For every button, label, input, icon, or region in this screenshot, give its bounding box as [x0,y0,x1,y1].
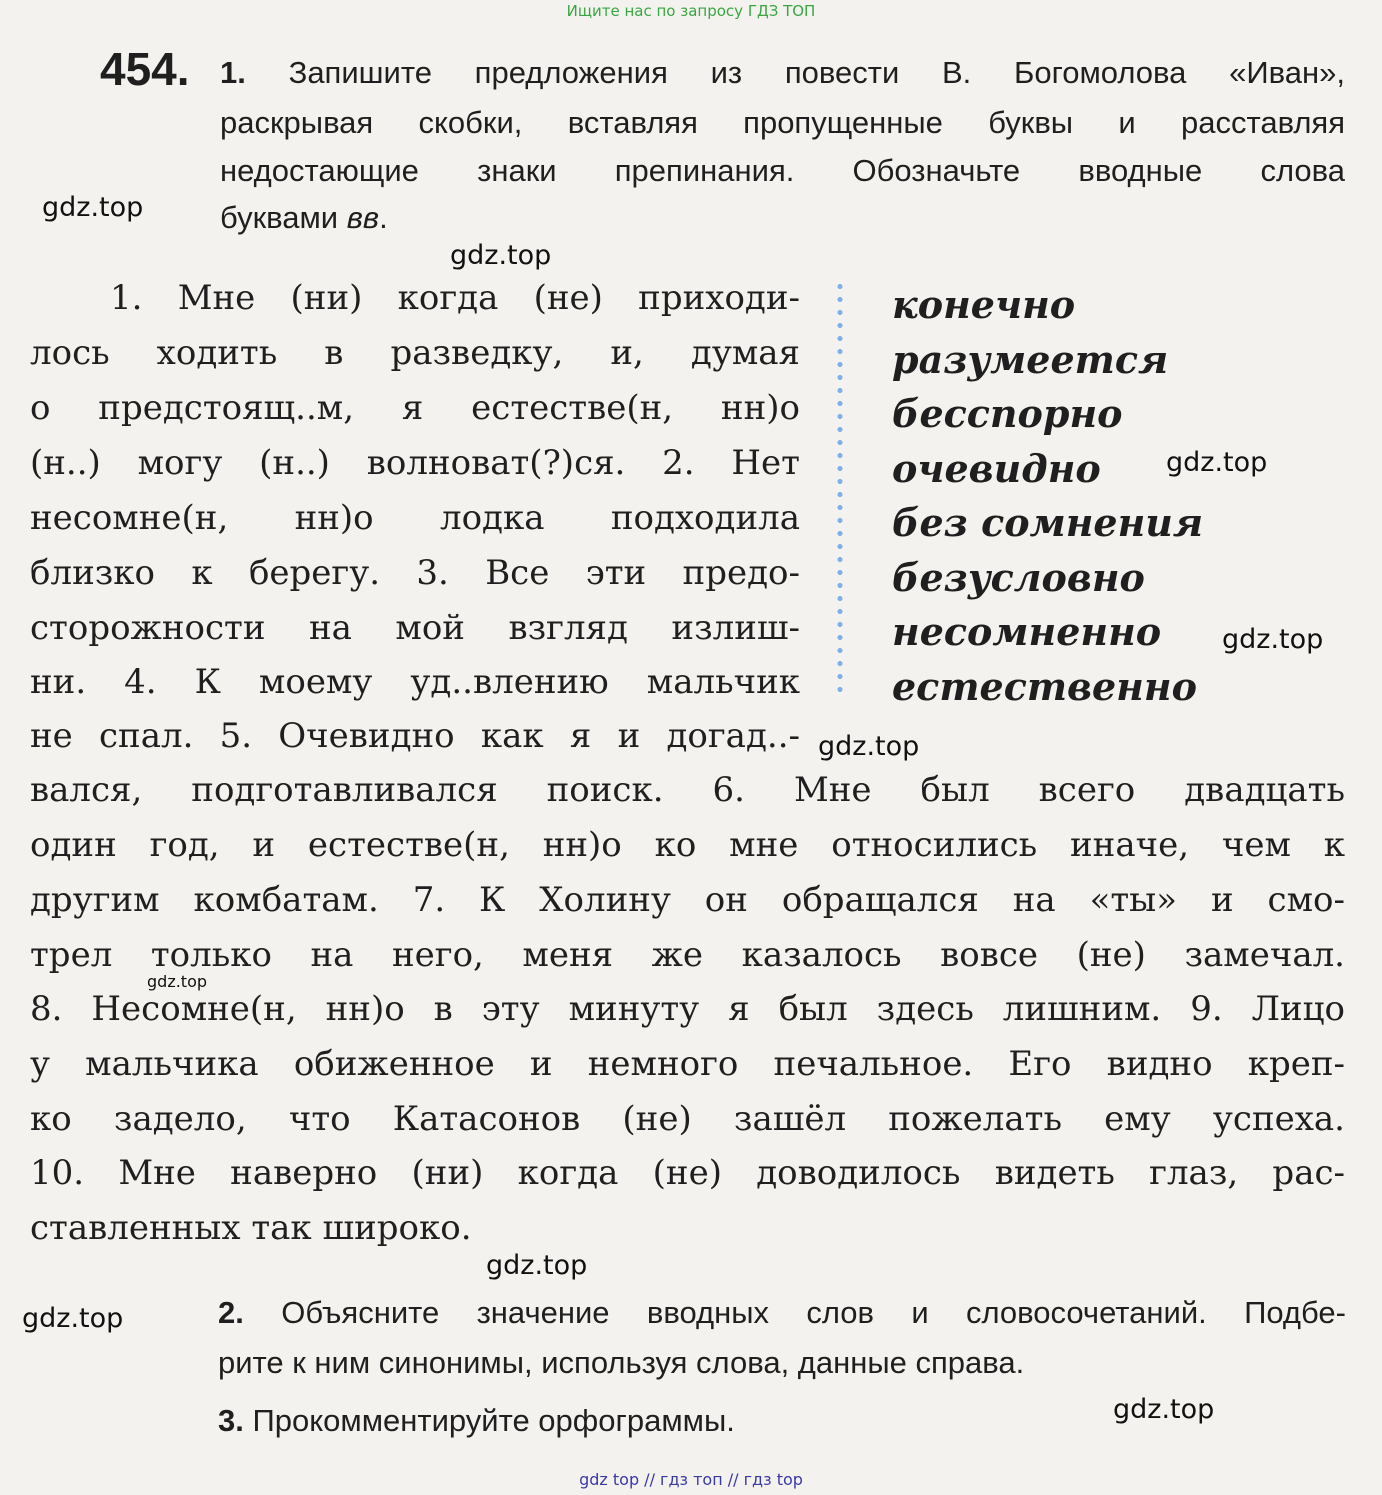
task1-line-1 [220,55,1345,91]
text-line: вался, подготавливался поиск. 6. Мне был всего двадцать [30,770,1345,810]
exercise-number: 454. [100,43,190,95]
synonym-item: безусловно [892,554,1145,600]
task1-label: 1. [220,55,246,90]
task1-text: Запишите предложения из повести В. Богомолова «Иван», [288,55,1345,90]
text-line: несомне(н, нн)о лодка подходила [30,498,800,538]
task1-line-4 [220,200,388,236]
task1-line-3: недостающие знаки препинания. Обозначьте вводные слова [220,153,1345,188]
task1-line-2: раскрывая скобки, вставляя пропущенные буквы и расставляя [220,105,1345,140]
task2-line-2: рите к ним синонимы, используя слова, данные справа. [218,1345,1025,1380]
watermark: gdz.top [22,1303,124,1334]
synonym-item: очевидно [892,445,1101,491]
text-line: ни. 4. К моему уд..влению мальчик [30,662,800,702]
synonym-item: естественно [892,663,1197,709]
watermark: gdz.top [42,192,144,223]
text-line: один год, и естестве(н, нн)о ко мне относились иначе, чем к [30,825,1345,865]
text-line: 8. Несомне(н, нн)о в эту минуту я был здесь лишним. 9. Лицо [30,989,1345,1029]
dotted-divider [837,280,843,700]
text-line: у мальчика обиженное и немного печальное. Его видно креп- [30,1044,1345,1084]
bottom-banner: gdz top // гдз топ // гдз top [579,1470,803,1489]
task3-label: 3. [218,1403,244,1438]
task2-label: 2. [218,1295,244,1330]
watermark: gdz.top [818,731,920,762]
watermark: gdz.top [1113,1394,1215,1425]
watermark: gdz.top [1166,447,1268,478]
watermark: gdz.top [486,1250,588,1281]
text-line: ко задело, что Катасонов (не) зашёл пожелать ему успеха. [30,1099,1345,1139]
text-line: о предстоящ..м, я естестве(н, нн)о [30,388,800,428]
synonym-item: бесспорно [892,391,1123,436]
task3-line [218,1403,735,1439]
text-line: лось ходить в разведку, и, думая [30,333,800,373]
synonyms-list [892,278,1203,714]
text-line: не спал. 5. Очевидно как я и догад..- [30,716,800,756]
task1-last-suffix: . [379,200,388,235]
synonym-item: без сомнения [892,500,1204,545]
task1-last-italic: вв [346,200,380,235]
task3-text: Прокомментируйте орфограммы. [252,1403,735,1438]
text-line: 10. Мне наверно (ни) когда (не) доводилось видеть глаз, рас- [30,1153,1345,1193]
watermark: gdz.top [1222,624,1324,655]
text-line: близко к берегу. 3. Все эти предо- [30,553,800,593]
task2-line-1 [218,1295,1346,1331]
text-line: (н..) могу (н..) волноват(?)ся. 2. Нет [30,443,800,483]
text-line: 1. Мне (ни) когда (не) приходи- [110,278,800,318]
watermark: gdz.top [450,240,552,271]
text-line: трел только на него, меня же казалось вовсе (не) замечал. [30,935,1345,975]
watermark: gdz.top [147,972,208,991]
task2-text: Объясните значение вводных слов и словосочетаний. Подбе- [281,1295,1346,1330]
synonym-item: разумеется [892,336,1169,382]
text-line: сторожности на мой взгляд излиш- [30,608,800,648]
text-line: другим комбатам. 7. К Холину он обращался на «ты» и смо- [30,880,1345,920]
text-line: ставленных так широко. [30,1208,472,1248]
synonym-item: несомненно [892,609,1162,654]
task1-last-prefix: буквами [220,200,347,235]
top-banner: Ищите нас по запросу ГДЗ ТОП [566,2,816,20]
synonym-item: конечно [892,282,1076,327]
